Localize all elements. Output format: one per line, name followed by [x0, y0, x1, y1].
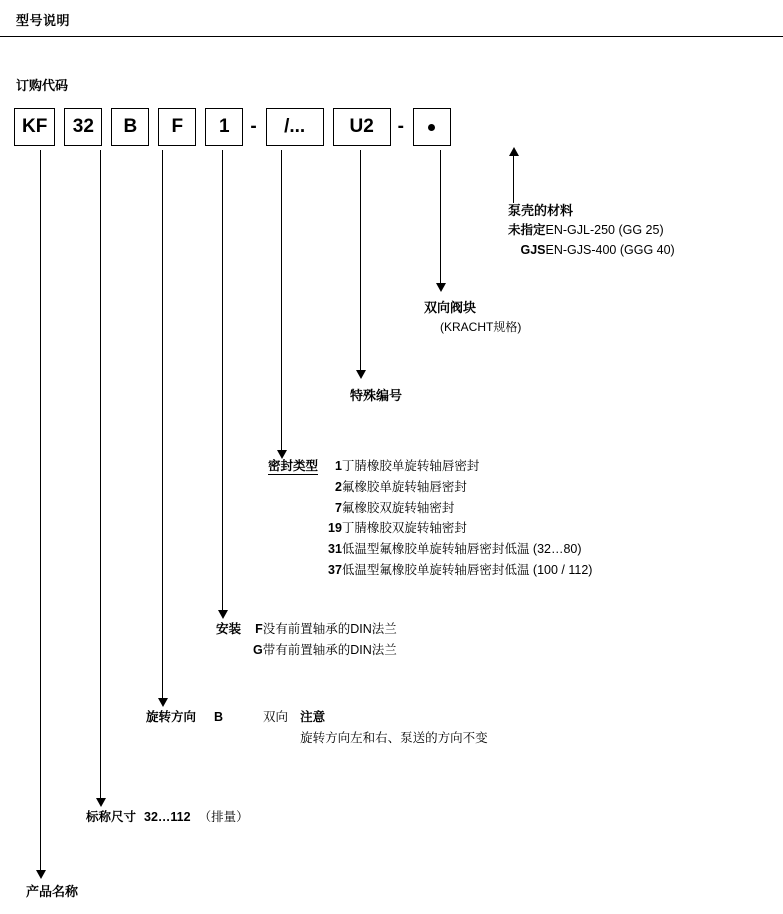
- code-box-seal: 1: [205, 108, 243, 146]
- rotation-code: B: [214, 710, 224, 724]
- leader-line-valve: [440, 150, 441, 285]
- nominal-size-value: 32…112: [144, 810, 191, 824]
- code-separator-1: -: [250, 116, 257, 137]
- annotation-housing-material: [508, 201, 675, 262]
- rotation-title: 旋转方向: [146, 710, 197, 724]
- leader-line-rotation: [162, 150, 163, 700]
- table-row: [508, 221, 675, 242]
- leader-line-mounting: [222, 150, 223, 612]
- leader-arrow-rotation: [158, 698, 168, 707]
- mounting-key-0: F: [255, 622, 263, 636]
- nominal-size-note: （排量）: [198, 810, 249, 824]
- leader-line-seal: [281, 150, 282, 452]
- seal-type-key-3: 19: [328, 521, 342, 536]
- table-row: [146, 708, 488, 729]
- table-row: [216, 620, 397, 641]
- seal-type-value-2: 氟橡胶双旋转轴密封: [341, 500, 455, 515]
- housing-material-value-1: EN-GJS-400 (GGG 40): [545, 243, 675, 258]
- annotation-seal-type: [268, 457, 592, 582]
- seal-type-table: [268, 457, 592, 582]
- seal-type-title-cell: [268, 457, 328, 582]
- annotation-valve-block: [424, 298, 521, 336]
- code-box-valve: U2: [333, 108, 391, 146]
- seal-type-extra-1: [504, 478, 592, 499]
- seal-type-value-0: 丁腈橡胶单旋转轴唇密封: [341, 459, 480, 473]
- leader-arrow-size: [96, 798, 106, 807]
- code-box-material: [413, 108, 451, 146]
- annotation-rotation: [146, 708, 488, 750]
- housing-material-table: [508, 221, 675, 263]
- seal-type-extra-5: 低温 (100 / 112): [504, 562, 593, 577]
- code-box-special: /...: [266, 108, 324, 146]
- rotation-table: [146, 708, 488, 750]
- special-number-title: 特殊编号: [350, 388, 403, 403]
- annotation-mounting: [216, 620, 397, 662]
- seal-type-key-0: 1: [334, 459, 342, 473]
- housing-material-key-0: 未指定: [508, 222, 546, 237]
- leader-line-size: [100, 150, 101, 800]
- seal-type-extra-0: [504, 457, 592, 478]
- leader-arrow-product: [36, 870, 46, 879]
- housing-material-value-0: EN-GJL-250 (GG 25): [545, 222, 664, 237]
- annotation-nominal-size: [86, 808, 249, 829]
- rotation-note-title: 注意: [300, 710, 326, 724]
- seal-type-key-2: 7: [334, 500, 342, 515]
- leader-arrow-mounting: [218, 610, 228, 619]
- table-row: [86, 808, 249, 829]
- seal-type-extra-3: [504, 519, 592, 540]
- mounting-table: [216, 620, 397, 662]
- code-separator-2: -: [397, 116, 404, 137]
- seal-type-value-1: 氟橡胶单旋转轴唇密封: [341, 479, 467, 494]
- valve-block-title: 双向阀块: [424, 300, 477, 315]
- valve-block-note: (KRACHT规格): [440, 319, 522, 334]
- rotation-note-text: 旋转方向左和右、泵送的方向不变: [300, 730, 488, 745]
- code-box-mounting: F: [158, 108, 196, 146]
- leader-arrow-valve: [436, 283, 446, 292]
- code-box-rotation: B: [111, 108, 149, 146]
- leader-arrow-material: [509, 147, 519, 156]
- seal-type-value-3: 丁腈橡胶双旋转轴密封: [341, 521, 467, 536]
- table-row: [146, 729, 488, 750]
- seal-type-key-4: 31: [328, 542, 342, 556]
- mounting-key-1: G: [253, 642, 263, 657]
- seal-type-key-1: 2: [334, 479, 342, 494]
- page-title: 型号说明: [16, 13, 71, 28]
- code-box-size: 32: [64, 108, 102, 146]
- nominal-size-table: [86, 808, 249, 829]
- leader-line-product: [40, 150, 41, 872]
- housing-material-key-1: GJS: [520, 243, 546, 258]
- product-name-title: 产品名称: [26, 884, 79, 899]
- seal-type-extra-4: 低温 (32…80): [504, 542, 582, 556]
- mounting-value-1: 带有前置轴承的DIN法兰: [262, 642, 397, 657]
- leader-arrow-special: [356, 370, 366, 379]
- order-code-label: 订购代码: [16, 78, 69, 93]
- leader-line-special: [360, 150, 361, 372]
- order-code-row: [14, 107, 460, 147]
- table-row: [268, 457, 592, 478]
- seal-type-value-4: 低温型氟橡胶单旋转轴唇密封: [341, 542, 505, 556]
- title-divider: [0, 36, 783, 37]
- code-box-product: KF: [14, 108, 55, 146]
- leader-line-material: [513, 155, 514, 203]
- mounting-title: 安装: [216, 622, 242, 636]
- material-dot-icon: [428, 124, 435, 131]
- nominal-size-title: 标称尺寸: [86, 810, 137, 824]
- rotation-value: 双向: [263, 710, 289, 724]
- annotation-product-name: [26, 882, 78, 902]
- mounting-value-0: 没有前置轴承的DIN法兰: [262, 622, 397, 636]
- seal-type-value-5: 低温型氟橡胶单旋转轴唇密封: [341, 562, 505, 577]
- seal-type-extra-2: [504, 499, 592, 520]
- table-row: [508, 241, 675, 262]
- annotation-special-number: [350, 386, 402, 406]
- seal-type-title: 密封类型: [268, 459, 319, 473]
- housing-material-title: 泵壳的材料: [508, 203, 574, 218]
- seal-type-key-5: 37: [328, 562, 342, 577]
